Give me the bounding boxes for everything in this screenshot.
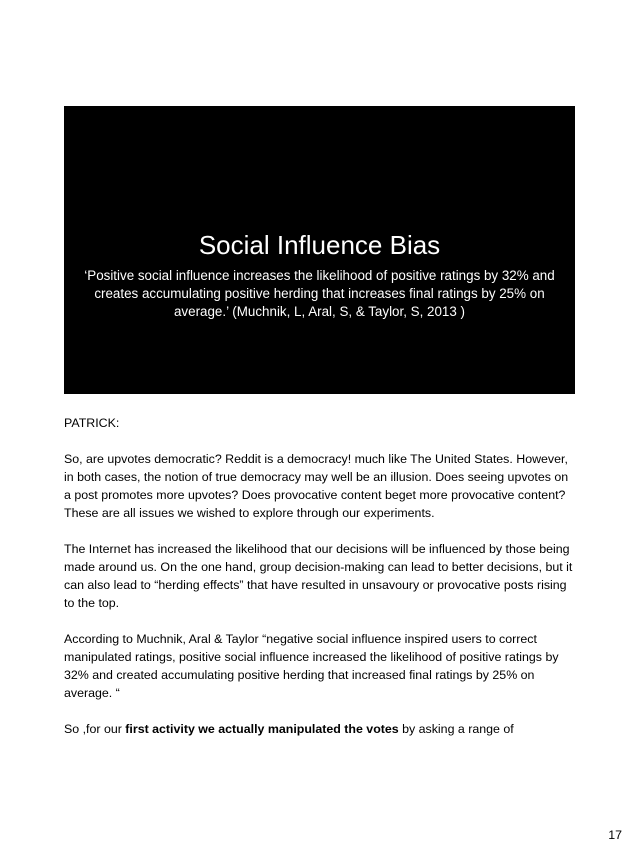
notes-paragraph-2: The Internet has increased the likelihood that our decisions will be influenced by those being made around us. On the one hand, group decision-making can lead to better decisions, but it can also lead to “herding effects” that have resulted in unsavoury or provocative posts rising to the top. [64,542,573,610]
speaker-label: PATRICK: [64,416,120,430]
slide-title: Social Influence Bias [198,230,441,260]
slide-image [64,106,575,394]
speaker-notes [64,414,574,738]
notes-paragraph-4-start: So ,for our [64,722,126,736]
notes-paragraph-4-bold: first activity we actually manipulated the votes [125,722,399,736]
notes-paragraph-1: So, are upvotes democratic? Reddit is a democracy! much like The United States. However, in both cases, the notion of true democracy may well be an illusion. Does seeing upvotes on a post promotes more upvotes? Does provocative content beget more provocative content? These are all issues we wished to explore through our experiments. [64,452,569,520]
notes-paragraph-4-end: by asking a range of [398,722,514,736]
notes-paragraph-4 [64,720,574,738]
notes-paragraph-3: According to Muchnik, Aral & Taylor “negative social influence inspired users to correct manipulated ratings, positive social influence increased the likelihood of positive ratings by 32% and created accumulating positive herding that increased final ratings by 25% on average. “ [64,632,559,700]
page-number: 17 [608,828,622,842]
slide-quote: ‘Positive social influence increases the likelihood of positive ratings by 32% and creates accumulating positive herding that increases final ratings by 25% on average.’ (Muchnik, L, Aral, S, & Taylor, S, 2013 ) [84,268,555,319]
